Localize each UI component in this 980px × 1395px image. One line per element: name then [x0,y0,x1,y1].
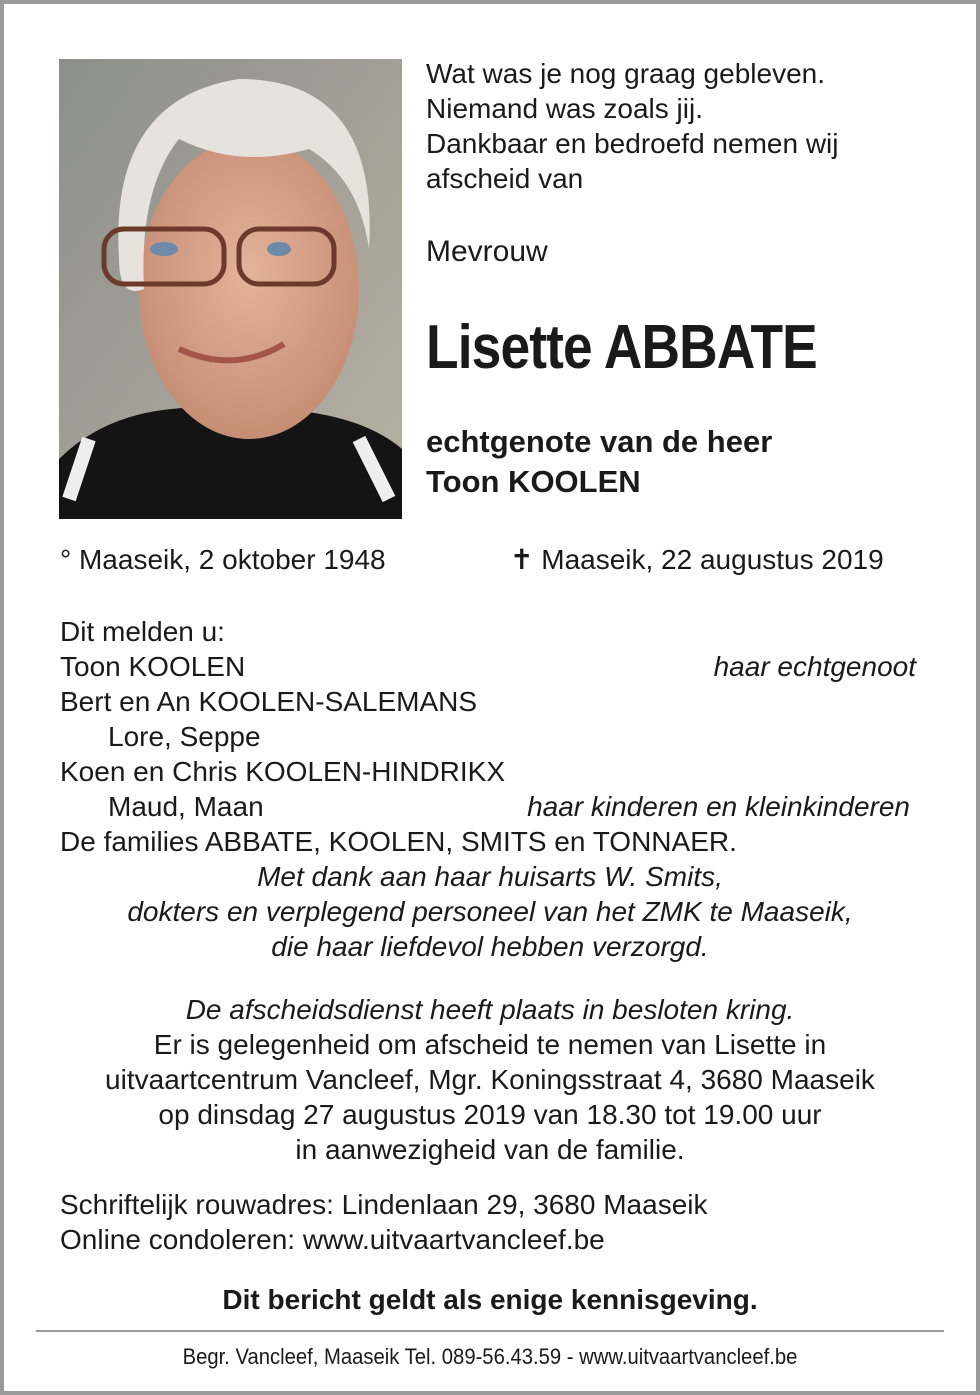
thanks-line: Met dank aan haar huisarts W. Smits, [257,861,723,892]
birth-info: ° Maaseik, 2 oktober 1948 [60,544,386,575]
relative-line: Lore, Seppe [108,721,261,752]
relative-line: Bert en An KOOLEN-SALEMANS [60,686,478,717]
thanks-line: die haar liefdevol hebben verzorgd. [271,931,709,962]
spouse-name: Toon KOOLEN [426,464,641,499]
portrait-photo [59,59,402,519]
relation-label: haar echtgenoot [713,651,916,682]
relative-line: Toon KOOLEN [60,651,246,682]
intro-line: afscheid van [426,163,584,194]
notice-statement: Dit bericht geldt als enige kennisgeving. [222,1284,758,1315]
service-note: De afscheidsdienst heeft plaats in besloten kring. [185,994,795,1025]
relative-line: Maud, Maan [108,791,264,822]
online-condolences: Online condoleren: www.uitvaartvancleef.be [60,1224,605,1255]
mourning-address: Schriftelijk rouwadres: Lindenlaan 29, 3680 Maaseik [60,1189,708,1220]
deceased-name: Lisette ABBATE [426,313,817,382]
service-line: uitvaartcentrum Vancleef, Mgr. Koningsstraat 4, 3680 Maaseik [105,1064,875,1095]
spouse-line: echtgenote van de heer [426,424,773,459]
death-info: ✝ Maaseik, 22 augustus 2019 [510,544,884,575]
intro-line: Niemand was zoals jij. [426,93,703,124]
funeral-home-footer: Begr. Vancleef, Maaseik Tel. 089-56.43.59 - www.uitvaartvancleef.be [182,1344,798,1369]
thanks-line: dokters en verplegend personeel van het ZMK te Maaseik, [127,896,853,927]
relative-line: De families ABBATE, KOOLEN, SMITS en TONNAER. [60,826,737,857]
relation-label: haar kinderen en kleinkinderen [527,791,910,822]
intro-line: Dankbaar en bedroefd nemen wij [426,128,839,159]
divider [36,1330,944,1332]
announce-intro: Dit melden u: [60,616,225,647]
intro-line: Wat was je nog graag gebleven. [426,58,825,89]
service-line: in aanwezigheid van de familie. [295,1134,685,1165]
relative-line: Koen en Chris KOOLEN-HINDRIKX [60,756,506,787]
honorific: Mevrouw [426,235,548,268]
service-line: op dinsdag 27 augustus 2019 van 18.30 tot 19.00 uur [158,1099,822,1130]
service-line: Er is gelegenheid om afscheid te nemen van Lisette in [153,1029,827,1060]
